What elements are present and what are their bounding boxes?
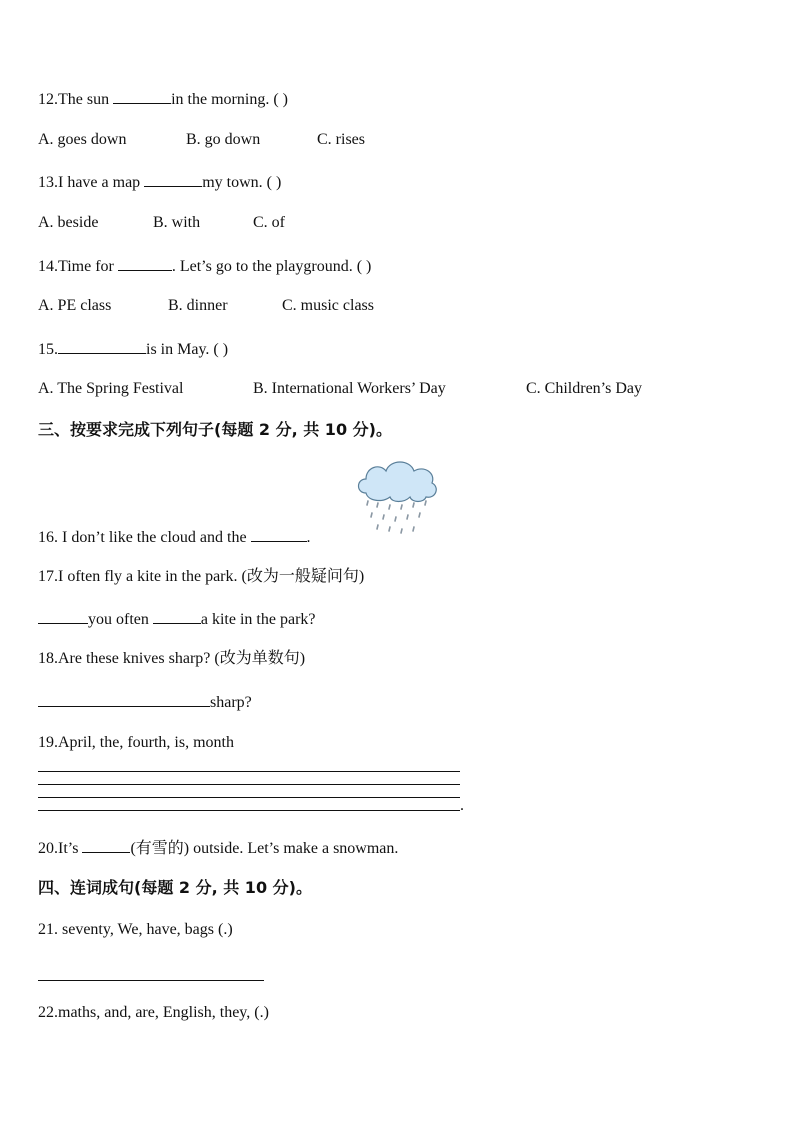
- answer-line[interactable]: [38, 980, 264, 981]
- question-text: I have a map: [58, 174, 141, 191]
- answer-18: [38, 691, 252, 713]
- question-number: 15.: [38, 341, 58, 358]
- answer-blank[interactable]: [38, 691, 210, 707]
- option-b[interactable]: B. dinner: [168, 297, 228, 314]
- question-17: 17.I often fly a kite in the park. (改为一般疑问句): [38, 568, 365, 585]
- answer-parentheses[interactable]: ( ): [266, 174, 282, 191]
- options-13: [38, 213, 738, 233]
- period: .: [306, 529, 311, 546]
- question-21: 21. seventy, We, have, bags (.): [38, 921, 233, 938]
- question-15: [38, 338, 228, 360]
- option-b[interactable]: B. go down: [186, 131, 261, 148]
- answer-parentheses[interactable]: ( ): [273, 91, 288, 108]
- question-text: is in May.: [146, 341, 210, 358]
- option-a[interactable]: A. PE class: [38, 297, 112, 314]
- answer-blank[interactable]: [82, 837, 130, 853]
- options-15: [38, 379, 758, 399]
- option-c[interactable]: C. Children’s Day: [526, 380, 642, 397]
- question-text: (有雪的) outside. Let’s make a snowman.: [130, 840, 399, 857]
- question-number: 12.: [38, 91, 58, 108]
- question-12: [38, 88, 288, 110]
- option-b[interactable]: B. with: [153, 214, 201, 231]
- answer-blank[interactable]: [144, 171, 202, 187]
- answer-line[interactable]: [38, 784, 460, 785]
- answer-blank[interactable]: [251, 526, 307, 542]
- question-18: 18.Are these knives sharp? (改为单数句): [38, 650, 306, 667]
- answer-text: sharp?: [210, 694, 252, 711]
- question-text: 20.It’s: [38, 840, 79, 857]
- question-text: . Let’s go to the playground.: [171, 258, 353, 275]
- option-c[interactable]: C. rises: [317, 131, 365, 148]
- answer-blank[interactable]: [153, 608, 201, 624]
- question-number: 14.: [38, 258, 58, 275]
- option-c[interactable]: C. of: [253, 214, 285, 231]
- question-22: 22.maths, and, are, English, they, (.): [38, 1004, 269, 1021]
- question-16: [38, 526, 311, 548]
- section-3-heading: 三、按要求完成下列句子(每题 2 分, 共 10 分)。: [38, 420, 392, 439]
- option-c[interactable]: C. music class: [282, 297, 374, 314]
- option-a[interactable]: A. goes down: [38, 131, 127, 148]
- question-13: [38, 171, 281, 193]
- answer-parentheses[interactable]: ( ): [356, 258, 372, 275]
- question-text: Time for: [58, 258, 114, 275]
- answer-parentheses[interactable]: ( ): [213, 341, 229, 358]
- answer-blank[interactable]: [58, 338, 146, 354]
- answer-blank[interactable]: [118, 255, 172, 271]
- answer-blank[interactable]: [113, 88, 171, 104]
- question-text: my town.: [202, 174, 263, 191]
- question-20: [38, 837, 398, 859]
- answer-line[interactable]: [38, 810, 460, 811]
- question-number: 13.: [38, 174, 58, 191]
- question-text: 16. I don’t like the cloud and the: [38, 529, 247, 546]
- period: .: [460, 797, 464, 814]
- answer-17: [38, 608, 316, 630]
- answer-text: you often: [88, 611, 149, 628]
- option-b[interactable]: B. International Workers’ Day: [253, 380, 446, 397]
- options-14: [38, 296, 738, 316]
- answer-line[interactable]: [38, 771, 460, 772]
- option-a[interactable]: A. The Spring Festival: [38, 380, 184, 397]
- answer-line[interactable]: [38, 797, 460, 798]
- question-14: [38, 255, 371, 277]
- rain-cloud-icon: [354, 455, 440, 539]
- section-4-heading: 四、连词成句(每题 2 分, 共 10 分)。: [38, 878, 312, 897]
- question-text: The sun: [58, 91, 110, 108]
- answer-text: a kite in the park?: [200, 611, 316, 628]
- question-text: in the morning.: [171, 91, 270, 108]
- option-a[interactable]: A. beside: [38, 214, 99, 231]
- answer-blank[interactable]: [38, 608, 88, 624]
- options-12: [38, 130, 738, 150]
- question-19: 19.April, the, fourth, is, month: [38, 734, 234, 751]
